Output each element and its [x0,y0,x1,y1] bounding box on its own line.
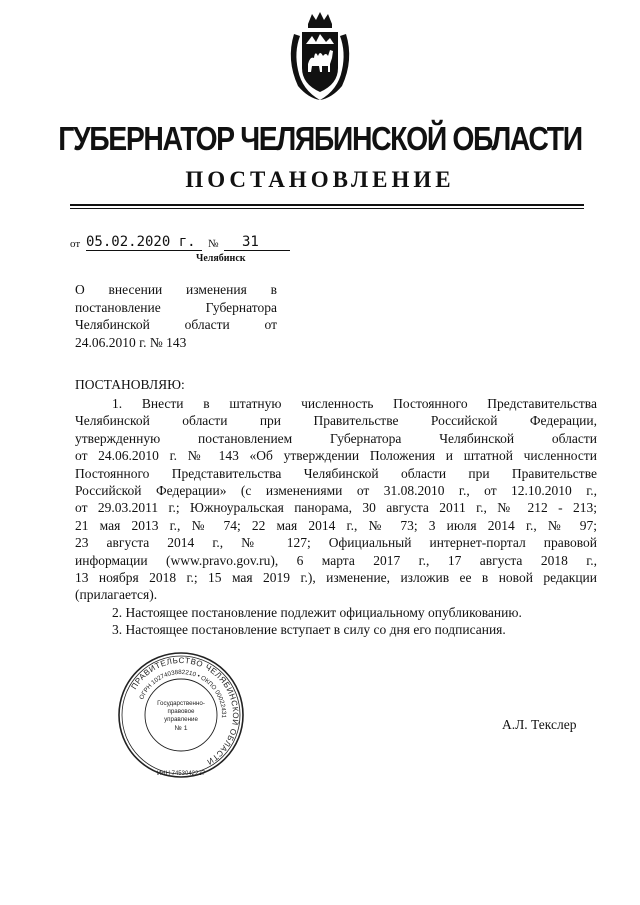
city-label: Челябинск [196,253,246,264]
body-line: 23 августа 2014 г., № 127; Официальный интернет-портал правовой [75,535,597,551]
issuer-title: ГУБЕРНАТОР ЧЕЛЯБИНСКОЙ ОБЛАСТИ [58,120,582,157]
body-line: 21 мая 2013 г., № 74; 22 мая 2014 г., № 73; 3 июля 2014 г., № 97; [75,517,597,533]
body-line: Постоянного Представительства Челябинской области при Правительстве [75,465,597,481]
stamp-middle-text: ОГРН 1027403882210 • ОКПО 00022431 [138,668,228,719]
number-prefix: № [208,238,219,250]
stamp-center-line: № 1 [174,725,188,732]
header-rule-thin [70,208,584,209]
stamp-center-line: управление [164,716,198,723]
registration-number: 31 [224,234,290,251]
subject-line: О внесении изменения в [75,282,277,297]
body-line: Российской Федерации» (с изменениями от 31.08.2010 г., от 12.10.2010 г., [75,483,597,499]
registration-date: 05.02.2020 г. [86,234,202,251]
document-subject [75,281,277,351]
body-line: от 29.03.2011 г.; Южноуральская панорама, 30 августа 2011 г., № 212 - 213; [75,500,597,516]
document-body [75,395,597,639]
body-line: 13 ноября 2018 г.; 15 мая 2019 г.), изменение, изложив ее в новой редакции [75,570,597,586]
signer-name: А.Л. Текслер [502,717,577,732]
body-line: от 24.06.2010 г. № 143 «Об утверждении Положения и штатной численности [75,448,597,464]
official-stamp [117,651,245,779]
body-line: Челябинской области при Правительстве Российской Федерации, [75,413,597,429]
header-rule-thick [70,204,584,206]
date-prefix: от [70,238,81,250]
stamp-center-line: Государственно- [157,700,205,707]
body-line: (прилагается). [75,587,158,603]
body-line: 2. Настоящее постановление подлежит официальному опубликованию. [112,604,522,620]
body-line: информации (www.pravo.gov.ru), 6 марта 2017 г., 17 августа 2018 г., [75,552,597,568]
coat-of-arms-icon [282,10,358,102]
body-line: утвержденную постановлением Губернатора Челябинской области [75,430,597,446]
body-line: 3. Настоящее постановление вступает в силу со дня его подписания. [112,622,506,638]
stamp-outer-text: ПРАВИТЕЛЬСТВО ЧЕЛЯБИНСКОЙ ОБЛАСТИ [129,655,241,767]
subject-line: Челябинской области от [75,317,277,332]
stamp-center-line: правовое [167,708,195,715]
subject-line: 24.06.2010 г. № 143 [75,334,187,350]
stamp-inn-text: ИНН 7453042227 [156,771,206,777]
subject-line: постановление Губернатора [75,299,277,315]
document-type: ПОСТАНОВЛЕНИЕ [185,167,455,192]
body-line: 1. Внести в штатную численность Постоянного Представительства [112,396,597,411]
decree-word: ПОСТАНОВЛЯЮ: [75,377,185,392]
